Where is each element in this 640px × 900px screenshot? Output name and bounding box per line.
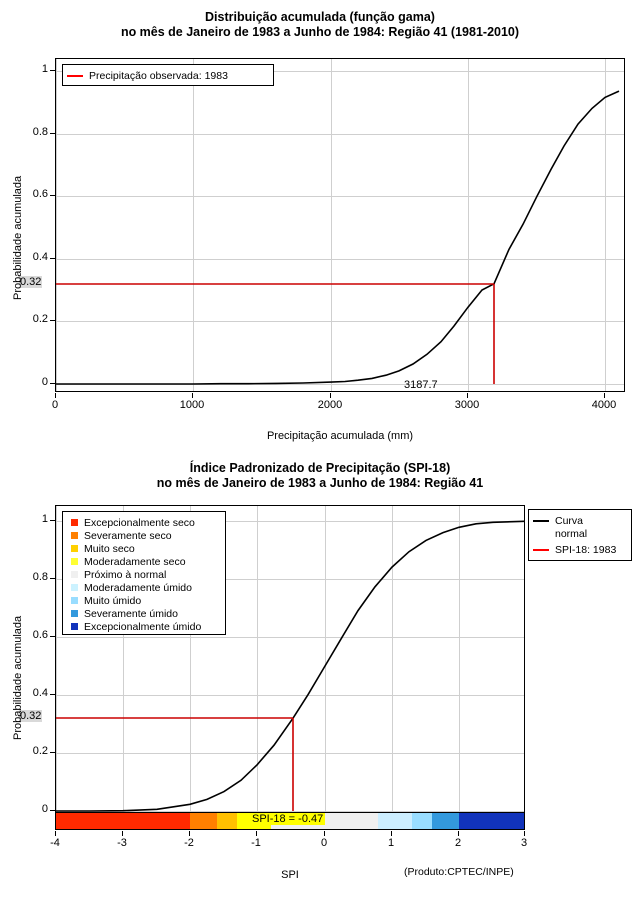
legend-item-observed [67,69,267,82]
legend-class-item [67,529,219,542]
x-tickmark [467,393,468,398]
top-title-line1: Distribuição acumulada (função gama) [205,10,435,24]
legend-class-item [67,568,219,581]
legend-class-label: Muito úmido [84,594,142,607]
legend-class-label: Excepcionalmente seco [84,516,195,529]
x-tick-label: 0 [320,837,328,849]
gamma-cdf-curve [56,91,619,384]
class-color-swatch [71,558,78,565]
legend-class-item [67,581,219,594]
x-tickmark [256,831,257,836]
top-y-axis-label: Probabilidade acumulada [12,175,24,300]
x-tickmark [324,831,325,836]
legend-class-label: Excepcionalmente úmido [84,620,202,633]
bottom-title-line1: Índice Padronizado de Precipitação (SPI-18) [189,461,451,475]
colorbar-segment [378,813,412,829]
top-legend [62,64,274,86]
legend-line-swatch-black [533,520,549,522]
x-tickmark [524,831,525,836]
top-x-axis-label: Precipitação acumulada (mm) [266,430,414,442]
y-tick-label: 0.6 [32,188,48,200]
y-tick-label: 0.8 [32,571,48,583]
legend-class-item [67,607,219,620]
legend-class-label: Severamente seco [84,529,172,542]
top-chart-title [0,10,640,40]
x-tick-label: 1000 [179,399,205,411]
x-tick-label: 3000 [454,399,480,411]
y-tickmark [50,133,55,134]
bottom-chart [0,455,640,900]
class-color-swatch [71,545,78,552]
x-tick-label: 2 [454,837,462,849]
top-curve-svg [56,59,625,392]
bottom-probability-label: 0.32 [20,710,42,722]
x-tickmark [55,393,56,398]
top-title-line2: no mês de Janeiro de 1983 a Junho de 1984: Região 41 (1981-2010) [120,25,520,39]
observed-value-label: 3187.7 [404,379,438,391]
class-color-swatch [71,519,78,526]
legend-class-label: Próximo à normal [84,568,167,581]
x-tickmark [330,393,331,398]
legend-class-label: Severamente úmido [84,607,178,620]
legend-item-label: SPI-18: 1983 [555,543,617,556]
class-color-swatch [71,623,78,630]
legend-class-label: Muito seco [84,542,135,555]
y-tick-label: 0 [41,376,48,388]
legend-class-item [67,555,219,568]
x-tickmark [604,393,605,398]
x-tickmark [458,831,459,836]
legend-class-item [67,516,219,529]
x-tick-label: -2 [184,837,194,849]
y-tick-label: 0.4 [32,251,48,263]
x-tick-label: -4 [50,837,60,849]
y-tickmark [50,636,55,637]
legend-item-sublabel: normal [555,527,588,540]
bottom-x-axis-label: SPI [281,869,299,881]
legend-item-label: Curva [555,514,584,527]
product-credit: (Produto:CPTEC/INPE) [404,866,514,878]
legend-class-item [67,542,219,555]
colorbar-segment [190,813,217,829]
legend-line-swatch-red [67,75,83,77]
y-tick-label: 0.4 [32,687,48,699]
spi-value-label: SPI-18 = -0.47 [252,813,324,825]
top-probability-label: 0.32 [20,276,42,288]
y-tick-label: 0.2 [32,745,48,757]
x-tick-label: -3 [117,837,127,849]
y-tickmark [50,320,55,321]
y-tickmark [50,195,55,196]
class-color-swatch [71,571,78,578]
x-tickmark [55,831,56,836]
colorbar-segment [432,813,459,829]
legend-item-curve-sub [533,527,625,540]
y-tick-label: 1 [41,63,48,75]
y-tickmark [50,258,55,259]
x-tick-label: 3 [520,837,528,849]
class-color-swatch [71,610,78,617]
y-tickmark [50,520,55,521]
class-color-swatch [71,532,78,539]
y-tickmark [50,694,55,695]
colorbar-segment [412,813,432,829]
bottom-right-legend [528,509,632,561]
y-tick-label: 1 [41,513,48,525]
y-tick-label: 0 [41,803,48,815]
top-plot-area [55,58,625,392]
colorbar-segment [459,813,525,829]
x-tickmark [189,831,190,836]
legend-item-label: Precipitação observada: 1983 [89,69,228,82]
x-tick-label: 2000 [317,399,343,411]
x-tickmark [391,831,392,836]
y-tick-label: 0.6 [32,629,48,641]
x-tick-label: -1 [251,837,261,849]
legend-class-label: Moderadamente úmido [84,581,192,594]
colorbar-segment [56,813,190,829]
y-tick-label: 0.2 [32,313,48,325]
y-tickmark [50,383,55,384]
bottom-y-axis-label: Probabilidade acumulada [12,615,24,740]
bottom-class-legend [62,511,226,635]
y-tick-label: 0.8 [32,126,48,138]
legend-class-label: Moderadamente seco [84,555,186,568]
y-tickmark [50,70,55,71]
legend-item-curve [533,514,625,527]
class-color-swatch [71,584,78,591]
x-tick-label: 0 [51,399,59,411]
x-tickmark [192,393,193,398]
colorbar-segment [217,813,237,829]
legend-class-item [67,594,219,607]
class-color-swatch [71,597,78,604]
bottom-title-line2: no mês de Janeiro de 1983 a Junho de 1984: Região 41 [156,476,484,490]
bottom-chart-title [0,461,640,491]
x-tickmark [122,831,123,836]
y-tickmark [50,810,55,811]
x-tick-label: 4000 [591,399,617,411]
y-tickmark [50,752,55,753]
y-tickmark [50,578,55,579]
legend-line-swatch-red [533,549,549,551]
x-tick-label: 1 [387,837,395,849]
legend-class-item [67,620,219,633]
legend-item-spi [533,543,625,556]
